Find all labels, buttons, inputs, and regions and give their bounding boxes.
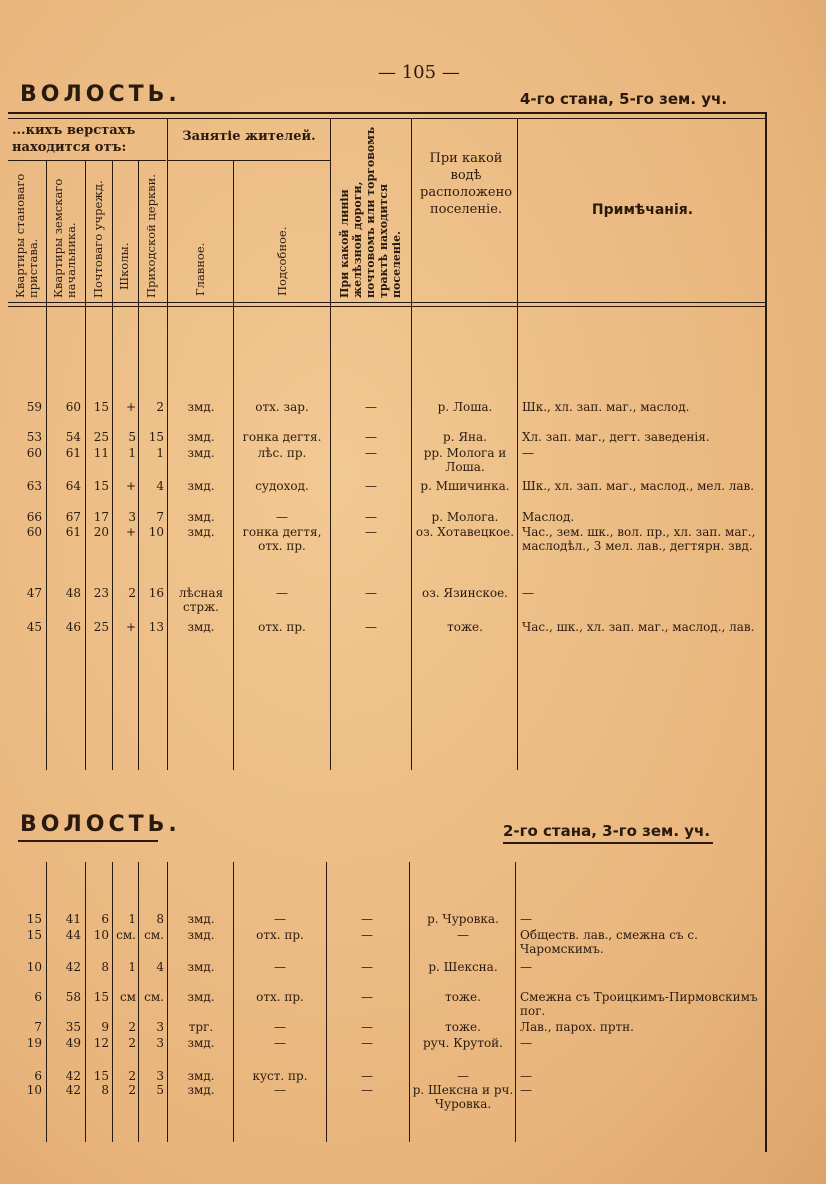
cell-water: руч. Крутой. [422, 1036, 503, 1050]
cell-notes: — [520, 1036, 532, 1050]
cell-school: 3 [128, 510, 136, 524]
right-border [765, 112, 767, 1152]
cell-notes: Маслод. [522, 510, 575, 524]
col-divider [46, 160, 47, 770]
cell-secondary-occupation: судоход. [255, 479, 309, 493]
cell-main-occupation: змд. [187, 960, 215, 974]
cell-railway: — [365, 446, 377, 460]
cell-main-occupation: змд. [187, 430, 215, 444]
cell-railway: — [361, 928, 373, 942]
cell-stanovoy: 10 [26, 1083, 42, 1097]
section2-subtitle: 2-го стана, 3-го зем. уч. [503, 822, 711, 840]
cell-school: + [125, 620, 136, 634]
cell-secondary-occupation: лѣс. пр. [257, 446, 307, 460]
cell-secondary-occupation: — [274, 912, 286, 926]
section1-title: ВОЛОСТЬ. [20, 82, 181, 107]
cell-main-occupation: змд. [187, 1036, 215, 1050]
cell-church: 10 [148, 525, 164, 539]
cell-zemsky: 46 [65, 620, 81, 634]
cell-zemsky: 49 [65, 1036, 81, 1050]
cell-church: 7 [156, 510, 164, 524]
section2-subtitle-underline [503, 842, 713, 844]
cell-main-occupation: змд. [187, 525, 215, 539]
cell-stanovoy: 47 [26, 586, 42, 600]
cell-notes: Лав., парох. пртн. [520, 1020, 634, 1034]
col-divider [85, 160, 86, 770]
cell-school: 2 [128, 586, 136, 600]
col-divider [411, 118, 412, 770]
cell-stanovoy: 60 [26, 446, 42, 460]
cell-main-occupation: змд. [187, 446, 215, 460]
cell-zemsky: 60 [65, 400, 81, 414]
cell-notes: Час., зем. шк., вол. пр., хл. зап. маг., маслодѣл., 3 мел. лав., дегтярн. звд. [522, 525, 756, 553]
cell-water: тоже. [445, 990, 481, 1004]
cell-notes: — [520, 960, 532, 974]
cell-secondary-occupation: отх. зар. [255, 400, 309, 414]
col-header-water: При какой водѣ расположено поселеніе. [420, 151, 513, 217]
cell-secondary-occupation: — [276, 510, 288, 524]
cell-church: 13 [148, 620, 164, 634]
cell-stanovoy: 45 [26, 620, 42, 634]
cell-zemsky: 61 [65, 525, 81, 539]
cell-notes: — [522, 446, 534, 460]
cell-railway: — [365, 430, 377, 444]
cell-school: см [119, 990, 136, 1004]
cell-school: 2 [128, 1083, 136, 1097]
cell-secondary-occupation: гонка дегтя, отх. пр. [242, 525, 322, 553]
cell-post: 23 [93, 586, 109, 600]
col-divider [167, 862, 168, 1142]
cell-water: тоже. [447, 620, 483, 634]
cell-school: + [125, 525, 136, 539]
cell-school: 2 [128, 1069, 136, 1083]
header-bottom-rule [8, 302, 766, 303]
col-header-secondary: Подсобное. [275, 226, 289, 296]
cell-post: 25 [93, 620, 109, 634]
cell-main-occupation: змд. [187, 479, 215, 493]
cell-post: 15 [93, 400, 109, 414]
cell-stanovoy: 59 [26, 400, 42, 414]
cell-main-occupation: змд. [187, 1069, 215, 1083]
cell-railway: — [361, 1036, 373, 1050]
col-header-stanovoy: Квартиры становаго пристава. [13, 173, 40, 298]
cell-railway: — [365, 510, 377, 524]
cell-water: р. Шексна и рч. Чуровка. [412, 1083, 514, 1111]
cell-church: 15 [148, 430, 164, 444]
col-header-railway: При какой линіи желѣзной дороги, почтовомъ или торговомъ трактѣ находится поселеніе. [338, 126, 403, 298]
cell-secondary-occupation: — [276, 586, 288, 600]
cell-zemsky: 58 [65, 990, 81, 1004]
cell-church: 1 [156, 446, 164, 460]
cell-church: см. [144, 928, 164, 942]
cell-secondary-occupation: куст. пр. [252, 1069, 308, 1083]
cell-notes: Хл. зап. маг., дегт. заведенія. [522, 430, 710, 444]
cell-post: 12 [93, 1036, 109, 1050]
section2-title-underline [18, 840, 158, 842]
cell-church: 2 [156, 400, 164, 414]
page-number: — 105 — [378, 62, 460, 83]
cell-post: 20 [93, 525, 109, 539]
cell-main-occupation: змд. [187, 400, 215, 414]
cell-secondary-occupation: отх. пр. [256, 928, 304, 942]
col-header-post: Почтоваго учрежд. [91, 180, 105, 298]
cell-church: см. [144, 990, 164, 1004]
cell-water: тоже. [445, 1020, 481, 1034]
cell-secondary-occupation: — [274, 1020, 286, 1034]
cell-secondary-occupation: гонка дегтя. [242, 430, 322, 444]
col-divider [138, 862, 139, 1142]
cell-railway: — [365, 400, 377, 414]
col-header-church: Приходской церкви. [144, 174, 158, 298]
cell-stanovoy: 66 [26, 510, 42, 524]
section2-title: ВОЛОСТЬ. [20, 812, 181, 837]
cell-water: р. Шексна. [428, 960, 498, 974]
cell-school: 2 [128, 1036, 136, 1050]
distance-group-rule [8, 160, 166, 161]
section1-subtitle: 4-го стана, 5-го зем. уч. [520, 90, 728, 108]
col-divider [330, 118, 331, 770]
cell-stanovoy: 63 [26, 479, 42, 493]
col-divider [46, 862, 47, 1142]
cell-school: 2 [128, 1020, 136, 1034]
cell-railway: — [361, 990, 373, 1004]
cell-stanovoy: 19 [26, 1036, 42, 1050]
cell-post: 25 [93, 430, 109, 444]
header-top-rule-thin [8, 118, 766, 119]
cell-notes: — [520, 912, 532, 926]
cell-water: р. Молога. [431, 510, 499, 524]
cell-church: 3 [156, 1020, 164, 1034]
cell-water: — [457, 928, 469, 942]
cell-post: 17 [93, 510, 109, 524]
cell-notes: Час., шк., хл. зап. маг., маслод., лав. [522, 620, 755, 634]
cell-zemsky: 67 [65, 510, 81, 524]
col-divider [167, 118, 168, 770]
cell-school: + [125, 479, 136, 493]
cell-notes: Смежна съ Троицкимъ-Пирмовскимъ пог. [520, 990, 758, 1018]
cell-stanovoy: 10 [26, 960, 42, 974]
occupation-group-header: Занятіе жителей. [182, 129, 316, 144]
cell-notes: — [520, 1083, 532, 1097]
cell-main-occupation: змд. [187, 620, 215, 634]
cell-railway: — [365, 586, 377, 600]
cell-notes: Шк., хл. зап. маг., маслод., мел. лав. [522, 479, 755, 493]
col-divider [326, 862, 327, 1142]
col-header-zemsky: Квартиры земскаго начальника. [51, 178, 78, 298]
cell-railway: — [361, 1069, 373, 1083]
cell-notes: — [522, 586, 534, 600]
cell-post: 11 [93, 446, 109, 460]
cell-stanovoy: 6 [34, 990, 42, 1004]
cell-railway: — [361, 960, 373, 974]
cell-zemsky: 35 [65, 1020, 81, 1034]
cell-stanovoy: 15 [26, 928, 42, 942]
col-divider [517, 118, 518, 770]
col-divider [112, 160, 113, 770]
cell-church: 3 [156, 1036, 164, 1050]
cell-main-occupation: лѣсная стрж. [178, 586, 224, 614]
cell-school: 5 [128, 430, 136, 444]
cell-main-occupation: змд. [187, 928, 215, 942]
col-divider [233, 862, 234, 1142]
cell-water: р. Лоша. [437, 400, 493, 414]
cell-railway: — [361, 912, 373, 926]
col-header-notes: Примѣчанія. [591, 202, 694, 218]
cell-zemsky: 48 [65, 586, 81, 600]
cell-water: оз. Язинское. [422, 586, 508, 600]
col-header-school: Школы. [117, 242, 131, 290]
cell-water: р. Яна. [443, 430, 487, 444]
cell-notes: Обществ. лав., смежна съ с. Чаромскимъ. [520, 928, 698, 956]
cell-post: 8 [101, 960, 109, 974]
cell-main-occupation: трг. [188, 1020, 214, 1034]
cell-water: р. Чуровка. [427, 912, 499, 926]
cell-railway: — [365, 479, 377, 493]
col-divider [138, 160, 139, 770]
cell-zemsky: 42 [65, 960, 81, 974]
occupation-group-rule [168, 160, 330, 161]
cell-water: р. Мшичинка. [420, 479, 510, 493]
cell-main-occupation: змд. [187, 1083, 215, 1097]
cell-zemsky: 41 [65, 912, 81, 926]
cell-zemsky: 61 [65, 446, 81, 460]
cell-zemsky: 54 [65, 430, 81, 444]
cell-stanovoy: 7 [34, 1020, 42, 1034]
cell-post: 15 [93, 479, 109, 493]
cell-zemsky: 42 [65, 1083, 81, 1097]
header-bottom-rule-thin [8, 306, 766, 307]
cell-church: 3 [156, 1069, 164, 1083]
col-header-main: Главное. [193, 242, 207, 296]
col-divider [233, 160, 234, 770]
cell-stanovoy: 15 [26, 912, 42, 926]
cell-church: 4 [156, 960, 164, 974]
cell-notes: — [520, 1069, 532, 1083]
cell-zemsky: 42 [65, 1069, 81, 1083]
cell-church: 5 [156, 1083, 164, 1097]
cell-secondary-occupation: отх. пр. [256, 990, 304, 1004]
cell-railway: — [365, 525, 377, 539]
cell-zemsky: 64 [65, 479, 81, 493]
cell-secondary-occupation: — [274, 1083, 286, 1097]
cell-stanovoy: 53 [26, 430, 42, 444]
col-divider [409, 862, 410, 1142]
cell-post: 8 [101, 1083, 109, 1097]
cell-main-occupation: змд. [187, 912, 215, 926]
cell-zemsky: 44 [65, 928, 81, 942]
cell-secondary-occupation: — [274, 960, 286, 974]
cell-post: 15 [93, 990, 109, 1004]
cell-post: 9 [101, 1020, 109, 1034]
cell-notes: Шк., хл. зап. маг., маслод. [522, 400, 690, 414]
cell-church: 8 [156, 912, 164, 926]
cell-post: 15 [93, 1069, 109, 1083]
cell-secondary-occupation: — [274, 1036, 286, 1050]
distance-group-header: ...кихъ верстахъ находится отъ: [12, 123, 136, 155]
cell-church: 16 [148, 586, 164, 600]
cell-railway: — [361, 1020, 373, 1034]
cell-school: + [125, 400, 136, 414]
cell-church: 4 [156, 479, 164, 493]
cell-school: см. [116, 928, 136, 942]
cell-water: оз. Хотавецкое. [415, 525, 515, 539]
cell-post: 10 [93, 928, 109, 942]
header-top-rule [8, 112, 766, 114]
cell-railway: — [365, 620, 377, 634]
cell-school: 1 [128, 912, 136, 926]
cell-main-occupation: змд. [187, 510, 215, 524]
cell-railway: — [361, 1083, 373, 1097]
cell-school: 1 [128, 960, 136, 974]
cell-main-occupation: змд. [187, 990, 215, 1004]
cell-stanovoy: 60 [26, 525, 42, 539]
cell-post: 6 [101, 912, 109, 926]
col-divider [515, 862, 516, 1142]
cell-school: 1 [128, 446, 136, 460]
cell-water: — [457, 1069, 469, 1083]
cell-secondary-occupation: отх. пр. [258, 620, 306, 634]
cell-water: рр. Молога и Лоша. [423, 446, 507, 474]
cell-stanovoy: 6 [34, 1069, 42, 1083]
col-divider [85, 862, 86, 1142]
